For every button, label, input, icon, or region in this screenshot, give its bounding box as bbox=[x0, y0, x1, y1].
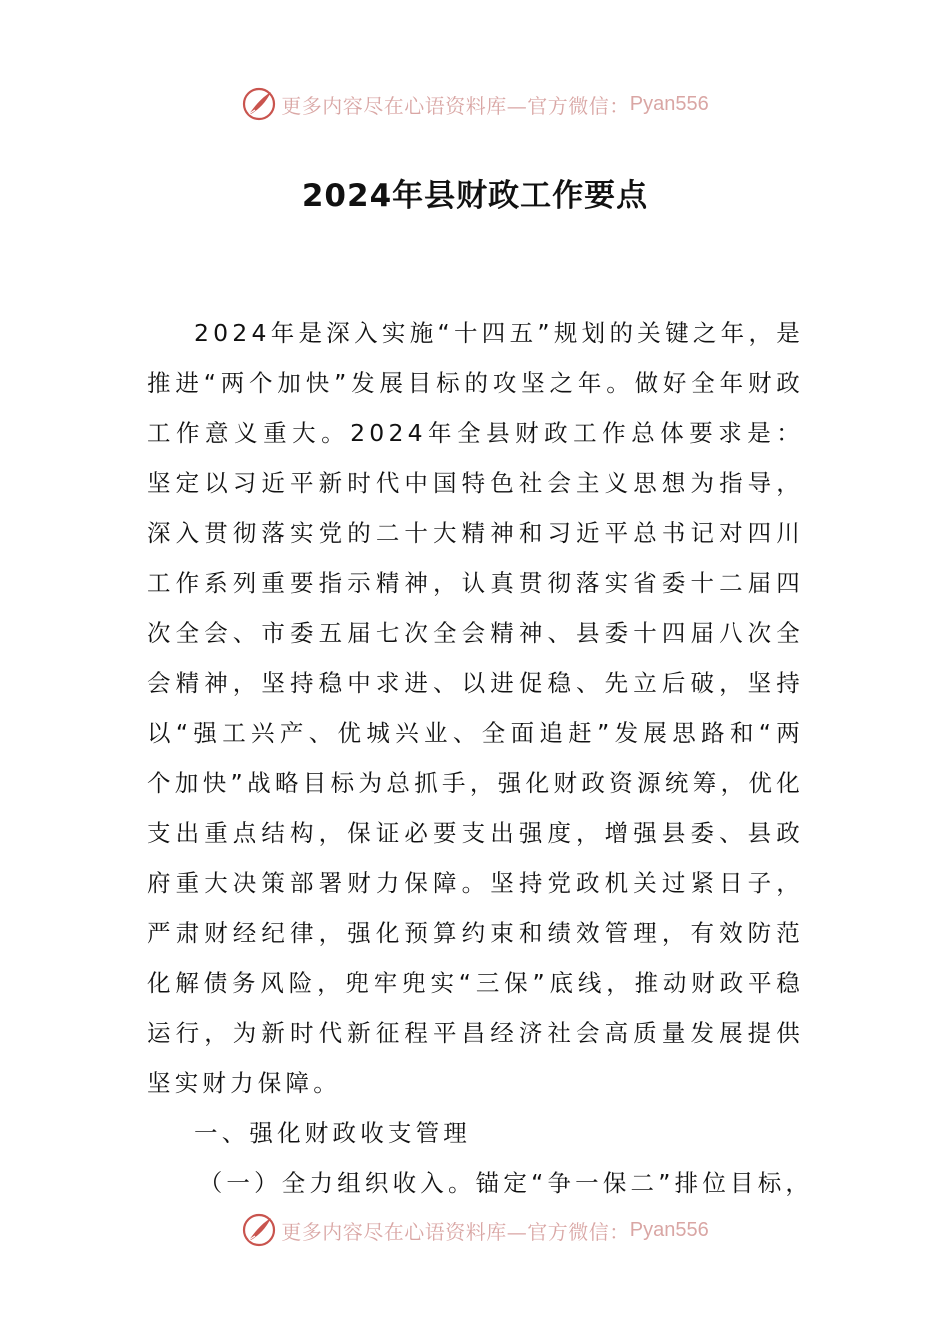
watermark-text: 更多内容尽在心语资料库—官方微信： bbox=[281, 1219, 630, 1244]
document-body bbox=[147, 308, 814, 1208]
intro-paragraph: 2024年是深入实施“十四五”规划的关键之年，是推进“两个加快”发展目标的攻坚之年。做好全年财政工作意义重大。2024年全县财政工作总体要求是：坚定以习近平新时代中国特色社会主义思想为指导，深入贯彻落实党的二十大精神和习近平总书记对四川工作系列重要指示精神，认真贯彻落实省委十二届四次全会、市委五届七次全会精神、县委十四届八次全会精神，坚持稳中求进、以进促稳、先立后破，坚持以“强工兴产、优城兴业、全面追赶”发展思路和“两个加快”战略目标为总抓手，强化财政资源统筹，优化支出重点结构，保证必要支出强度，增强县委、县政府重大决策部署财力保障。坚持党政机关过紧日子，严肃财经纪律，强化预算约束和绩效管理，有效防范化解债务风险，兜牢兜实“三保”底线，推动财政平稳运行，为新时代新征程平昌经济社会高质量发展提供坚实财力保障。 bbox=[147, 319, 804, 1097]
watermark-wechat-id: Pyan556 bbox=[629, 1218, 709, 1241]
quill-pen-logo-icon bbox=[241, 1212, 277, 1248]
quill-pen-logo-icon bbox=[241, 86, 277, 122]
footer-watermark bbox=[0, 1210, 950, 1250]
watermark-wechat-id: Pyan556 bbox=[629, 92, 709, 115]
header-watermark bbox=[0, 84, 950, 124]
subsection-paragraph: （一）全力组织收入。锚定“争一保二”排位目标， bbox=[198, 1169, 814, 1197]
watermark-text: 更多内容尽在心语资料库—官方微信： bbox=[281, 93, 630, 118]
document-title: 2024年县财政工作要点 bbox=[301, 178, 649, 214]
section-heading: 一、强化财政收支管理 bbox=[194, 1119, 471, 1147]
